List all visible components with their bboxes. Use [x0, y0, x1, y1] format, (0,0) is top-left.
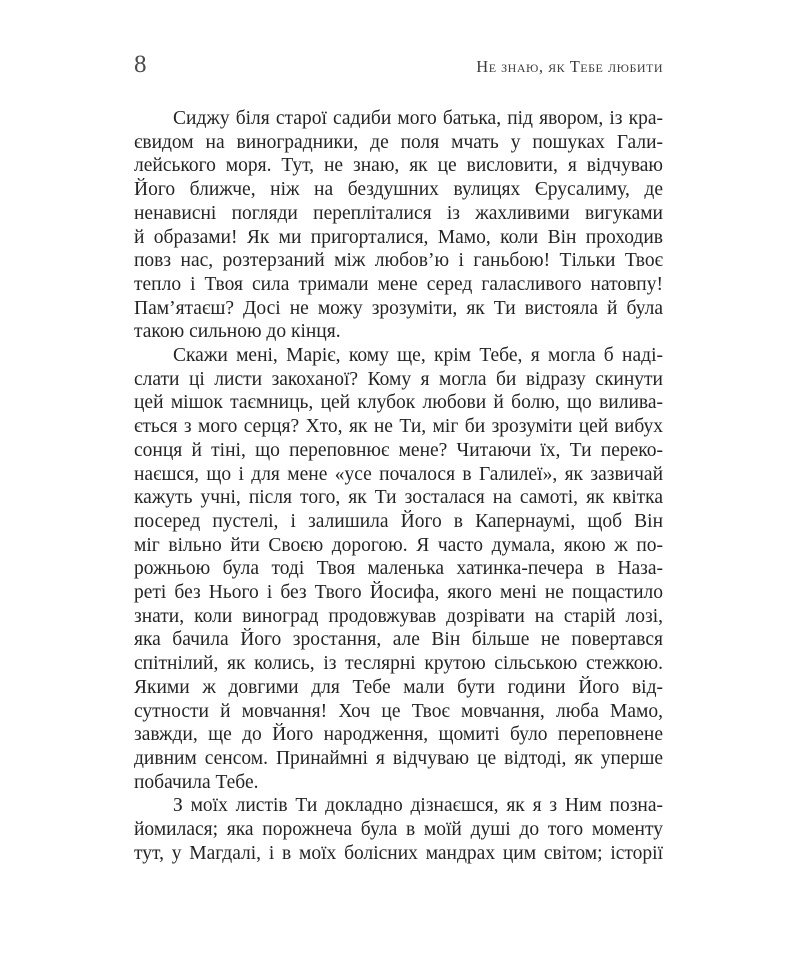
- text-line: Пам’ятаєш? Досі не можу зрозуміти, як Ти вистояла й була: [134, 297, 663, 319]
- text-line: слати ці листи закоханої? Кому я могла би відразу скинути: [134, 368, 663, 390]
- text-line: наєшся, що і для мене «усе почалося в Галилеї», як зазвичай: [134, 463, 663, 485]
- text-line: дивним сенсом. Принаймні я відчуваю це відтоді, як уперше: [134, 747, 663, 769]
- text-block: [134, 107, 663, 866]
- text-line: Сиджу біля старої садиби мого батька, під явором, із кра-: [173, 108, 663, 129]
- text-line: спітнілий, як колись, із теслярні крутою сільською стежкою.: [134, 653, 663, 675]
- text-line: сонця й тіні, що переповнює мене? Читаючи їх, Ти переко-: [134, 439, 663, 461]
- page-number: 8: [134, 51, 147, 78]
- text-line: побачила Тебе.: [134, 771, 259, 793]
- text-line: Скажи мені, Маріє, кому ще, крім Тебе, я могла б наді-: [173, 345, 663, 367]
- paragraph-3: [134, 794, 663, 865]
- page-header: [134, 52, 663, 77]
- text-line: посеред пустелі, і залишила Його в Капернаумі, щоб Він: [134, 510, 663, 532]
- text-line: сутности й мовчання! Хоч це Твоє мовчання, люба Мамо,: [134, 700, 663, 722]
- text-line: ненависні погляди перепліталися із жахливими вигуками: [134, 202, 663, 224]
- text-line: євидом на виноградники, де поля мчать у пошуках Гали-: [134, 131, 663, 153]
- text-line: повз нас, розтерзаний між любов’ю і ганьбою! Тільки Твоє: [134, 250, 663, 272]
- text-line: реті без Нього і без Твого Йосифа, якого мені не пощастило: [134, 582, 663, 604]
- text-line: Якими ж довгими для Тебе мали бути години Його від-: [134, 676, 663, 698]
- running-title: Не знаю, як Тебе любити: [476, 57, 663, 76]
- text-line: знати, коли виноград продовжував дозрівати на старій лозі,: [134, 605, 663, 627]
- text-line: ється з мого серця? Хто, як не Ти, міг би зрозуміти цей вибух: [134, 416, 663, 438]
- text-line: кажуть учні, після того, як Ти зосталася на самоті, як квітка: [134, 487, 663, 509]
- text-line: Його ближче, ніж на бездушних вулицях Єрусалиму, де: [134, 179, 663, 201]
- text-line: міг вільно йти Своєю дорогою. Я часто думала, якою ж по-: [134, 534, 663, 556]
- text-line: З моїх листів Ти докладно дізнаєшся, як я з Ним позна-: [173, 795, 663, 817]
- text-line: й образами! Як ми пригорталися, Мамо, коли Він проходив: [134, 226, 663, 248]
- text-line: тепло і Твоя сила тримали мене серед галасливого натовпу!: [134, 273, 663, 295]
- text-line: такою сильною до кінця.: [134, 321, 341, 343]
- paragraph-1: [134, 107, 663, 344]
- text-line: завжди, ще до Його народження, щомиті було переповнене: [134, 724, 663, 746]
- text-line: яка бачила Його зростання, але Він більше не повертався: [134, 629, 663, 651]
- paragraph-2: [134, 344, 663, 794]
- text-line: йомилася; яка порожнеча була в моїй душі до того моменту: [134, 819, 663, 841]
- text-line: цей мішок таємниць, цей клубок любови й болю, що вилива-: [134, 392, 663, 414]
- text-line: тут, у Магдалі, і в моїх болісних мандрах цим світом; історії: [134, 842, 663, 864]
- text-line: лейського моря. Тут, не знаю, як це висловити, я відчуваю: [134, 155, 663, 177]
- text-line: рожньою була тоді Твоя маленька хатинка-печера в Наза-: [134, 558, 663, 580]
